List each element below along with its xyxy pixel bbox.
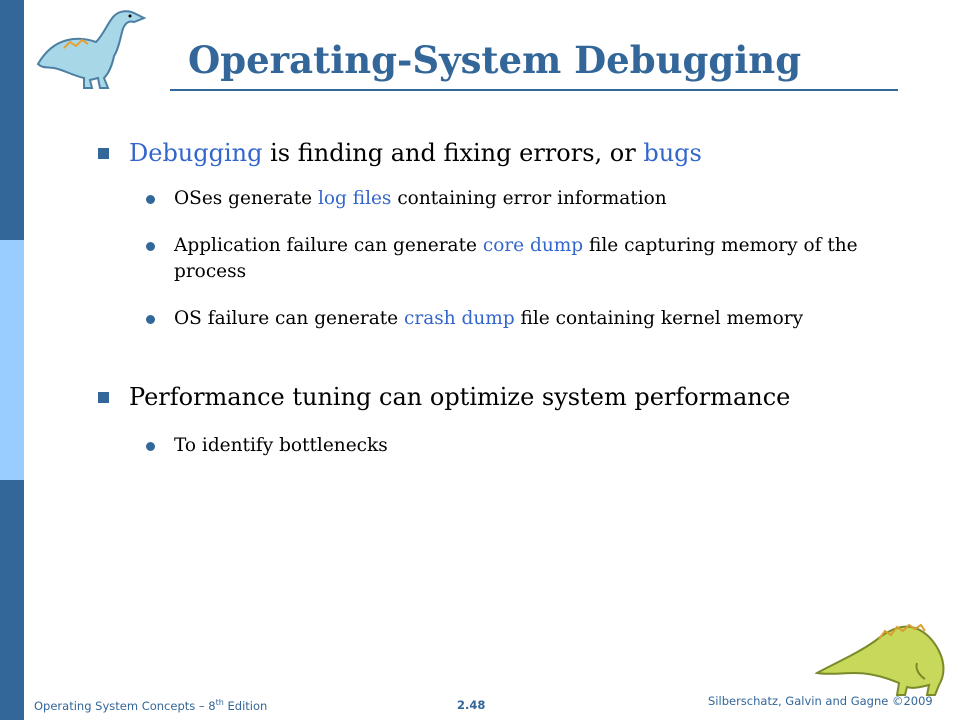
term-crash-dump: crash dump	[404, 308, 515, 329]
bullet-text: Performance tuning can optimize system performance	[129, 383, 791, 411]
footer-book-title: Operating System Concepts – 8th Edition	[34, 698, 268, 713]
sub-bullet-bottlenecks	[146, 433, 866, 459]
bullet-text: is finding and fixing errors, or	[262, 139, 644, 167]
sub-bullet-core-dump	[146, 233, 866, 285]
round-bullet-icon	[146, 442, 155, 451]
sub-bullet-text: containing error information	[391, 188, 667, 209]
page-title: Operating-System Debugging	[188, 38, 802, 82]
round-bullet-icon	[146, 195, 155, 204]
sub-bullet-text: file containing kernel memory	[514, 308, 804, 329]
term-debugging: Debugging	[129, 139, 263, 167]
sub-bullet-log-files	[146, 186, 866, 212]
sub-bullet-crash-dump	[146, 306, 846, 332]
bullet-performance-tuning	[98, 383, 790, 411]
sub-bullet-text: Application failure can generate	[174, 235, 483, 256]
sub-bullet-text: OS failure can generate	[174, 308, 404, 329]
sub-bullet-text: To identify bottlenecks	[174, 435, 388, 456]
dinosaur-icon	[815, 615, 950, 700]
term-log-files: log files	[317, 188, 392, 209]
round-bullet-icon	[146, 315, 155, 324]
sub-bullet-text: file capturing memory of the process	[174, 235, 858, 282]
round-bullet-icon	[146, 242, 155, 251]
square-bullet-icon	[98, 148, 109, 159]
square-bullet-icon	[98, 392, 109, 403]
term-bugs: bugs	[643, 139, 702, 167]
footer-copyright: Silberschatz, Galvin and Gagne ©2009	[708, 694, 933, 708]
sub-bullet-text: OSes generate	[174, 188, 318, 209]
footer-slide-number: 2.48	[457, 698, 486, 712]
bullet-debugging	[98, 139, 702, 167]
term-core-dump: core dump	[482, 235, 584, 256]
